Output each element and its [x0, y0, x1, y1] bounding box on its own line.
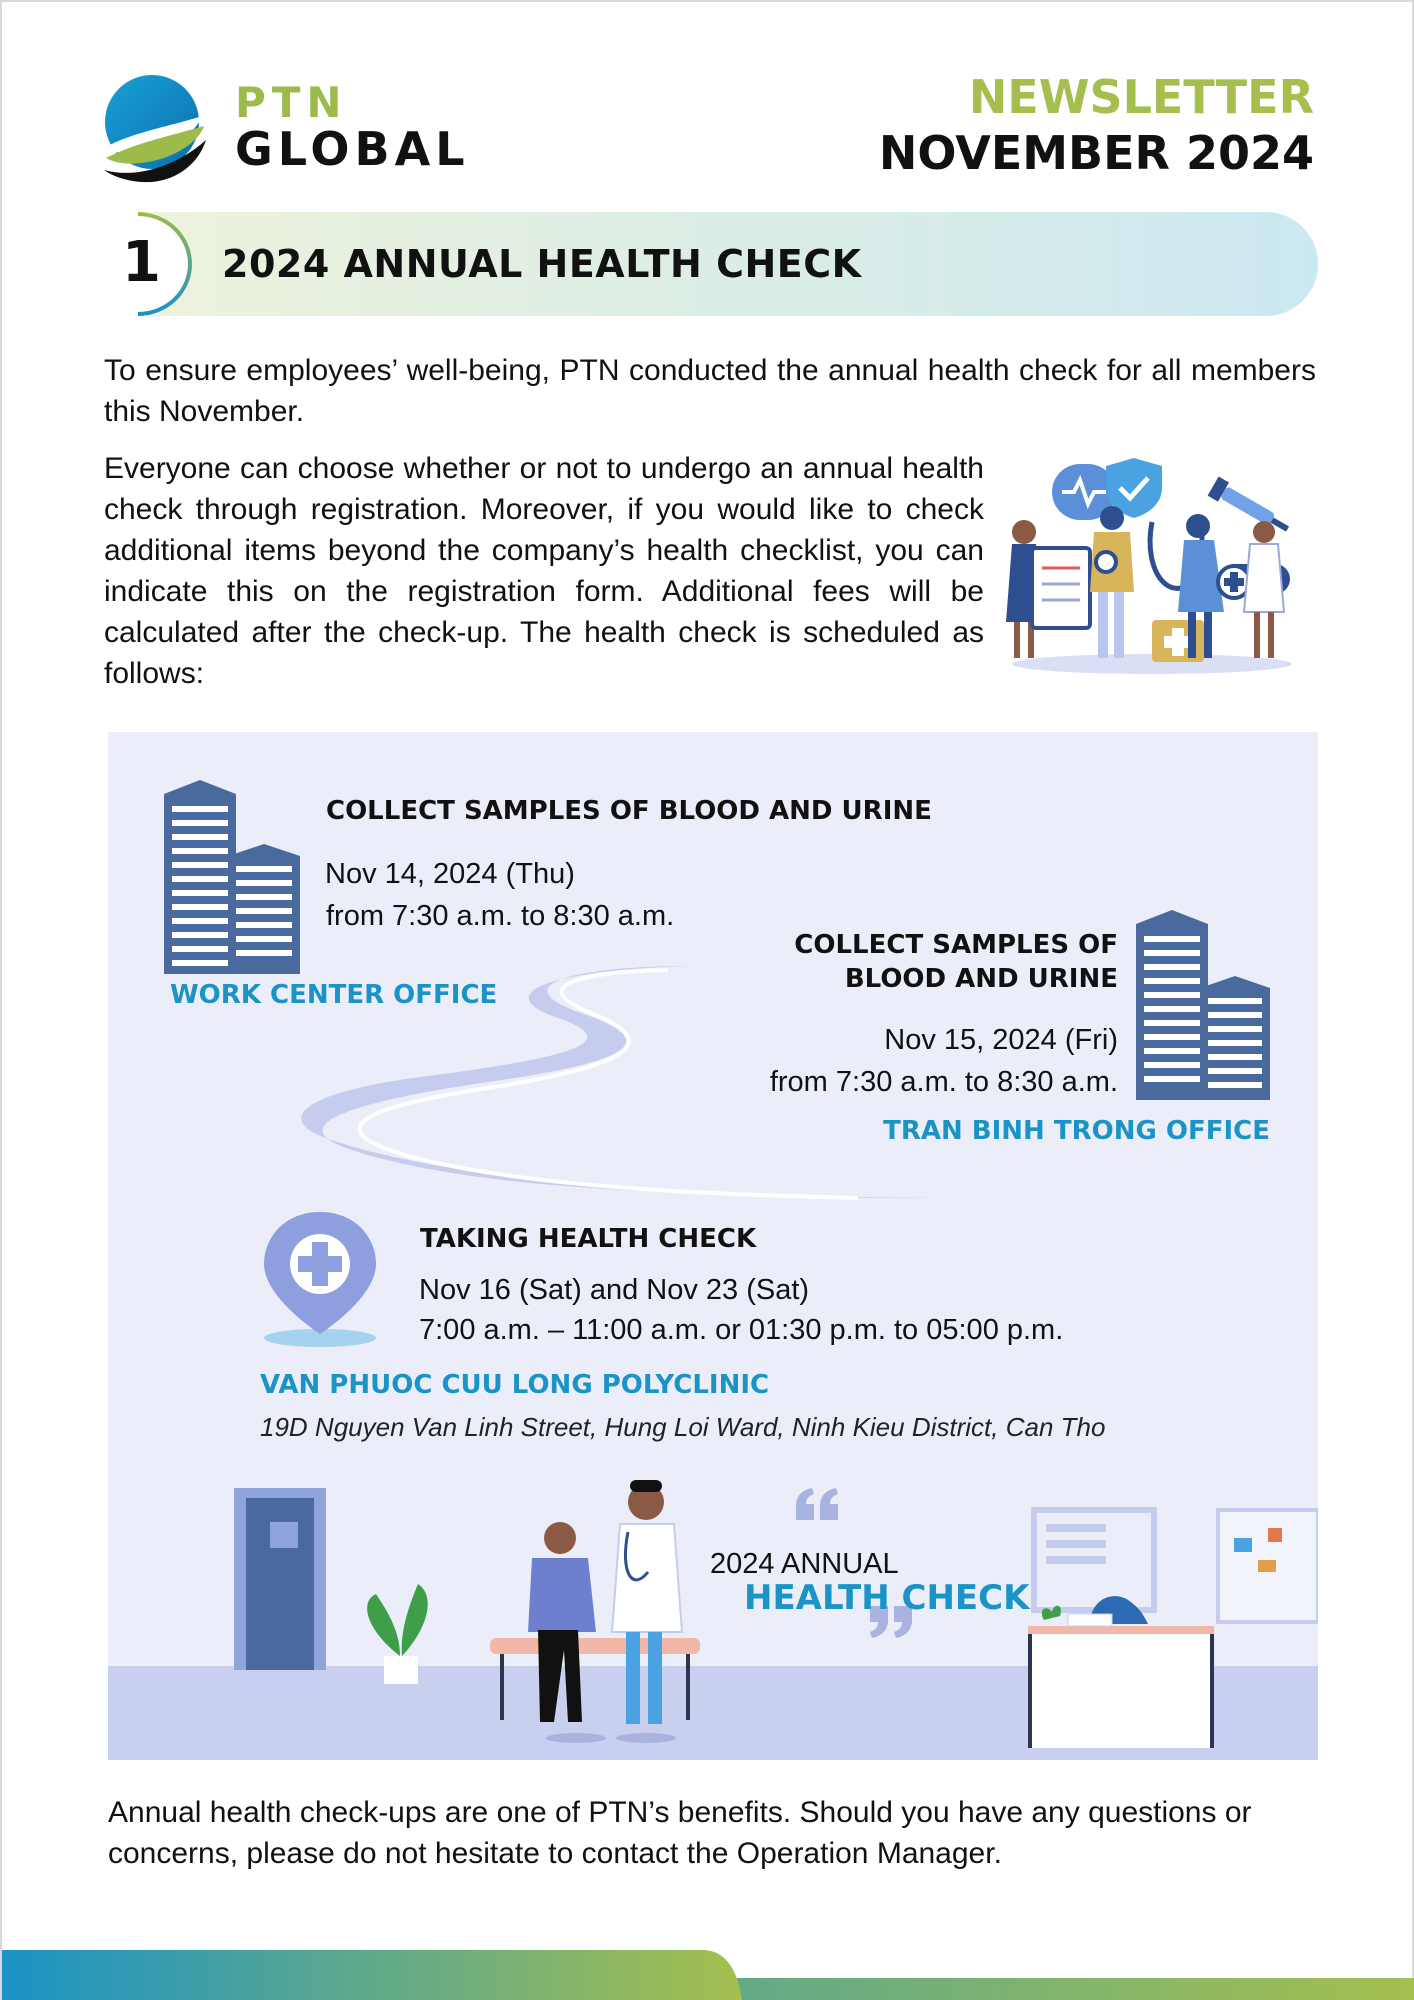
step3-address: 19D Nguyen Van Linh Street, Hung Loi Ward, Ninh Kieu District, Can Tho	[260, 1412, 1106, 1442]
building-window	[172, 918, 228, 924]
building-window	[1208, 1012, 1262, 1018]
step1-date: Nov 14, 2024 (Thu)	[325, 858, 575, 890]
step1-time: from 7:30 a.m. to 8:30 a.m.	[326, 900, 675, 932]
building-window	[172, 820, 228, 826]
building-window	[236, 866, 292, 872]
building-window	[1144, 1034, 1200, 1040]
building-window	[172, 890, 228, 896]
building-window	[1208, 1026, 1262, 1032]
building-window	[236, 908, 292, 914]
building-window	[1144, 1006, 1200, 1012]
building-window	[1144, 964, 1200, 970]
door-illustration	[234, 1488, 326, 1670]
section-number: 1	[122, 230, 161, 295]
building-window	[1144, 992, 1200, 998]
logo-text-ptn: PTN	[235, 78, 348, 127]
building-window	[1144, 950, 1200, 956]
newsletter-date: NOVEMBER 2024	[878, 126, 1314, 180]
intro-paragraph-2: Everyone can choose whether or not to undergo an annual health check through registration. Moreover, if you would like to check additional items beyond the company’s health checklist, you can indicate this on the registration form. Additional fees will be calculated after the check-up. The health check is scheduled as follows:	[104, 452, 984, 690]
building-window	[236, 894, 292, 900]
medical-team-illustration	[1002, 452, 1312, 682]
step1-title: COLLECT SAMPLES OF BLOOD AND URINE	[326, 796, 932, 826]
building-window	[236, 936, 292, 942]
clinic-pin-icon	[264, 1212, 376, 1347]
building-window	[236, 950, 292, 956]
building-window	[172, 848, 228, 854]
building-window	[1144, 978, 1200, 984]
building-window	[1208, 1082, 1262, 1088]
step2-title-line1: COLLECT SAMPLES OF	[794, 930, 1118, 960]
globe-logo-icon	[102, 70, 206, 186]
quote-line-1: 2024 ANNUAL	[710, 1548, 899, 1580]
building-window	[1144, 1020, 1200, 1026]
building-window	[1208, 1054, 1262, 1060]
step3-date: Nov 16 (Sat) and Nov 23 (Sat)	[419, 1274, 810, 1306]
building-window	[172, 876, 228, 882]
building-window	[172, 932, 228, 938]
building-window	[1208, 1040, 1262, 1046]
building-window	[1208, 1068, 1262, 1074]
logo-text-global: GLOBAL	[235, 122, 470, 176]
closing-paragraph: Annual health check-ups are one of PTN’s benefits. Should you have any questions or concerns, please do not hesitate to contact the Operation Manager.	[108, 1796, 1252, 1870]
building-window	[1144, 1048, 1200, 1054]
step2-title-line2: BLOOD AND URINE	[844, 964, 1118, 994]
building-window	[236, 880, 292, 886]
newsletter-label: NEWSLETTER	[968, 70, 1314, 124]
step3-time: 7:00 a.m. – 11:00 a.m. or 01:30 p.m. to 05:00 p.m.	[419, 1314, 1064, 1346]
syringe-icon	[1208, 477, 1293, 539]
intro-paragraph-1: To ensure employees’ well-being, PTN conducted the annual health check for all members this November.	[104, 354, 1316, 428]
building-window	[1144, 1062, 1200, 1068]
step2-time: from 7:30 a.m. to 8:30 a.m.	[769, 1066, 1118, 1098]
building-window	[1144, 936, 1200, 942]
building-window	[172, 904, 228, 910]
schedule-panel	[108, 732, 1318, 1760]
building-window	[172, 862, 228, 868]
building-window	[172, 806, 228, 812]
step3-location: VAN PHUOC CUU LONG POLYCLINIC	[260, 1370, 770, 1400]
footer-gradient-bar	[2, 1950, 1414, 2000]
building-window	[172, 960, 228, 966]
building-window	[172, 834, 228, 840]
step1-location: WORK CENTER OFFICE	[170, 980, 498, 1010]
step2-date: Nov 15, 2024 (Fri)	[884, 1024, 1118, 1056]
building-window	[1208, 998, 1262, 1004]
quote-line-2: HEALTH CHECK	[744, 1578, 1030, 1618]
building-window	[236, 922, 292, 928]
step2-location: TRAN BINH TRONG OFFICE	[883, 1116, 1270, 1146]
building-window	[1144, 1076, 1200, 1082]
clipboard-icon	[1032, 548, 1090, 628]
ptn-global-logo	[102, 70, 470, 190]
section-title: 2024 ANNUAL HEALTH CHECK	[222, 242, 862, 286]
building-window	[172, 946, 228, 952]
step3-title: TAKING HEALTH CHECK	[420, 1224, 757, 1254]
